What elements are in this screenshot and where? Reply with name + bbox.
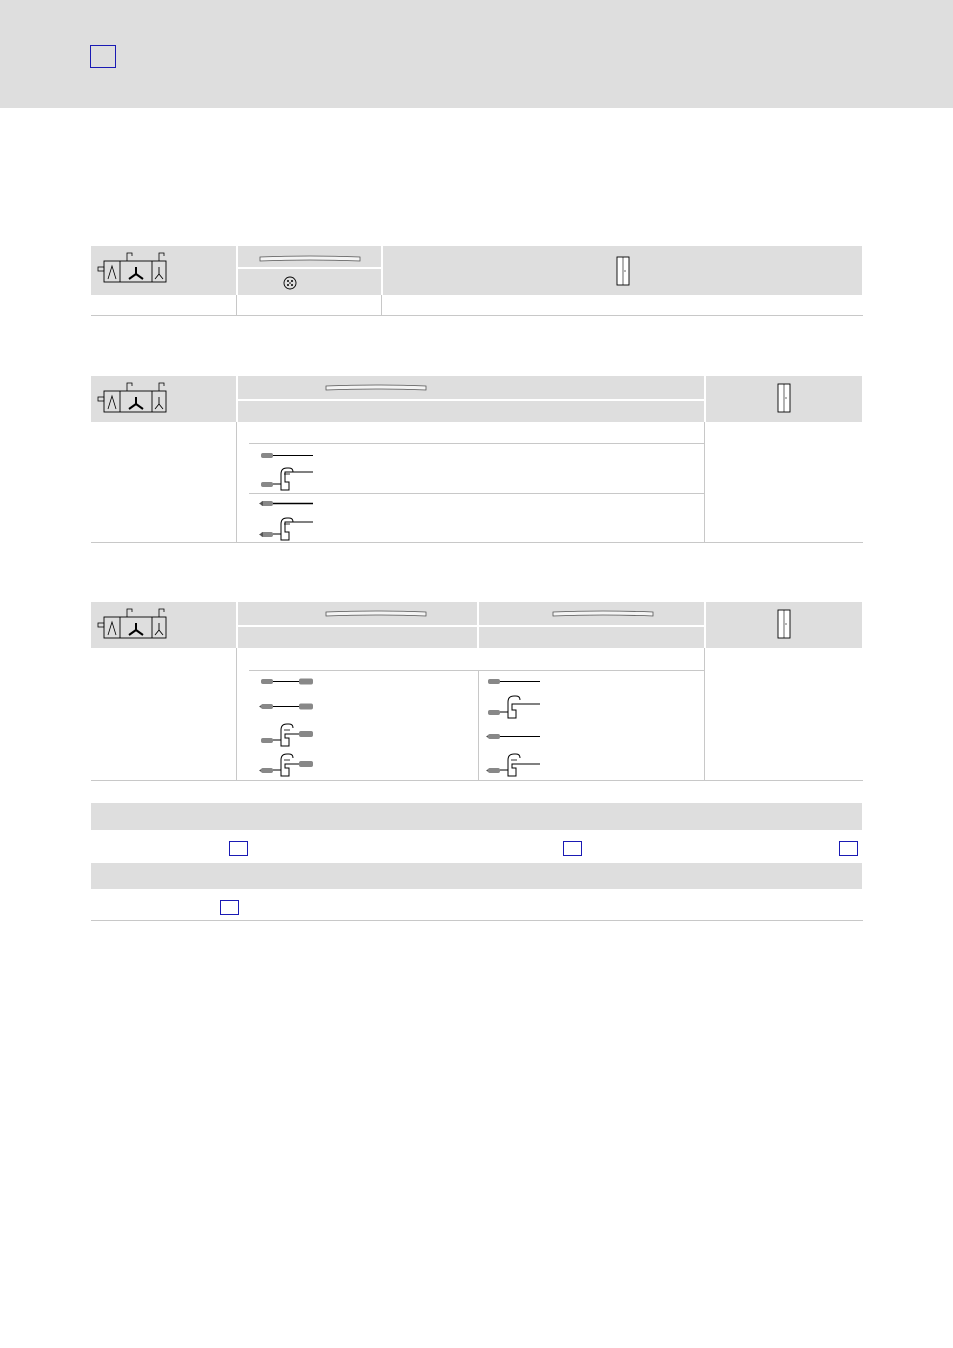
- cabinet-icon: [616, 256, 630, 286]
- reference-box[interactable]: [839, 841, 858, 856]
- straight-plug-cable-icon: [486, 732, 542, 742]
- straight-plug-cable-icon: [486, 677, 542, 687]
- motor-fan-icon: [98, 608, 168, 640]
- angled-double-plug-cable-icon: [259, 752, 317, 778]
- straight-plug-cable-icon: [259, 499, 315, 509]
- page-header-band: [0, 0, 953, 108]
- motor-fan-icon: [98, 382, 168, 414]
- cable-icon: [325, 384, 427, 392]
- angled-plug-cable-icon: [259, 516, 315, 542]
- reference-box[interactable]: [563, 841, 582, 856]
- angled-plug-cable-icon: [486, 752, 542, 778]
- round-connector-icon: [283, 276, 297, 290]
- cable-icon: [552, 610, 654, 618]
- cabinet-icon: [777, 383, 791, 413]
- chapter-marker-box[interactable]: [90, 45, 116, 68]
- cabinet-icon: [777, 609, 791, 639]
- angled-double-plug-cable-icon: [259, 722, 317, 748]
- cable-icon: [259, 255, 361, 263]
- double-plug-cable-icon: [259, 702, 317, 712]
- angled-plug-cable-icon: [486, 694, 542, 720]
- angled-plug-cable-icon: [259, 466, 315, 492]
- double-plug-cable-icon: [259, 677, 317, 687]
- reference-box[interactable]: [220, 900, 239, 915]
- reference-box[interactable]: [229, 841, 248, 856]
- straight-plug-cable-icon: [259, 451, 315, 461]
- motor-fan-icon: [98, 252, 168, 284]
- cable-icon: [325, 610, 427, 618]
